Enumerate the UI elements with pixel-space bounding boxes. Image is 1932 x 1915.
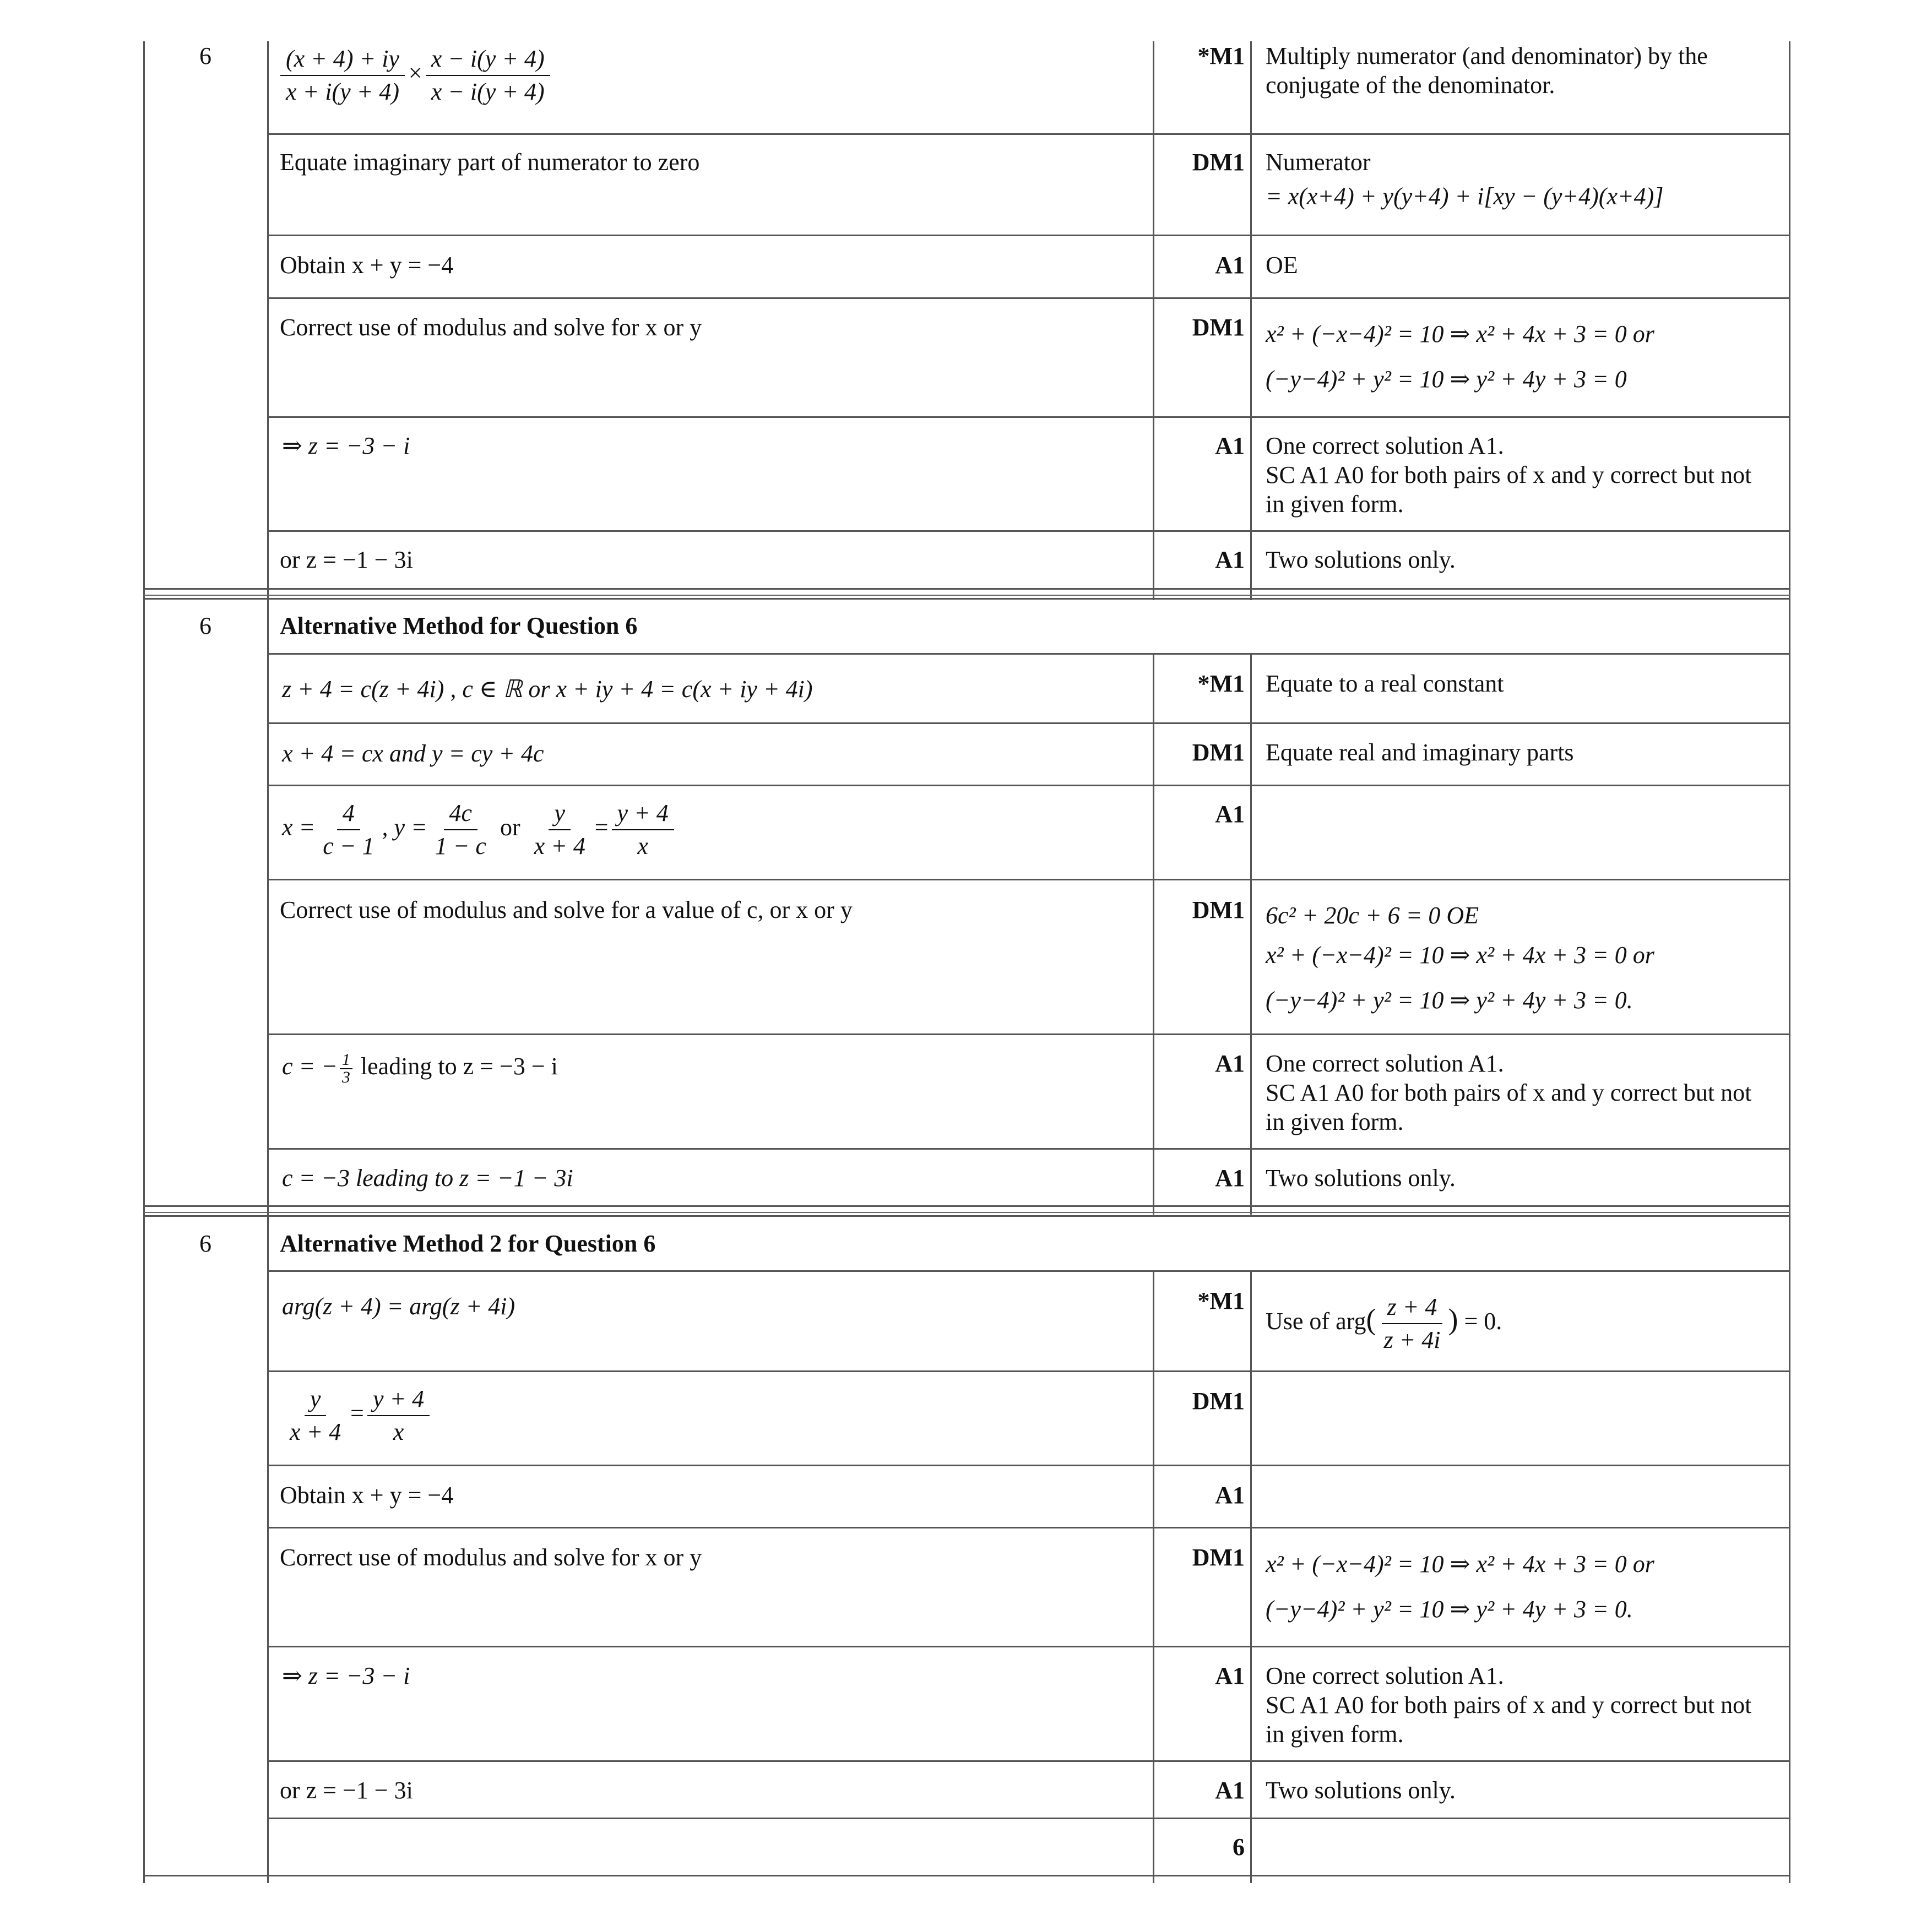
equals: = — [593, 814, 610, 841]
guidance-line: One correct solution A1. — [1266, 432, 1504, 459]
equals: = — [349, 1400, 365, 1427]
rule-mark-left-s3 — [1153, 1271, 1154, 1883]
paren-close: ) — [1448, 1303, 1458, 1336]
mark-code: DM1 — [1192, 149, 1245, 176]
fraction — [317, 797, 379, 862]
numerator: y + 4 — [612, 797, 674, 830]
mark-code: A1 — [1215, 1777, 1245, 1804]
rule-left — [143, 41, 145, 1883]
working-text: Equate imaginary part of numerator to zero — [280, 149, 700, 176]
mark-code: A1 — [1215, 1050, 1245, 1077]
working-text: ⇒ z = −3 − i — [282, 1662, 410, 1689]
paren-open: ( — [1366, 1303, 1376, 1336]
fraction — [280, 43, 405, 108]
mark-code: A1 — [1215, 1165, 1245, 1192]
guidance-line: (−y−4)² + y² = 10 ⇒ y² + 4y + 3 = 0 — [1266, 366, 1627, 393]
working-text: Correct use of modulus and solve for x or y — [280, 314, 702, 341]
guidance-line: = x(x+4) + y(y+4) + i[xy − (y+4)(x+4)] — [1266, 183, 1664, 210]
guidance-line: Two solutions only. — [1266, 1777, 1456, 1804]
mark-code: *M1 — [1197, 1287, 1245, 1314]
section-divider — [143, 1215, 1790, 1217]
question-number: 6 — [199, 612, 211, 639]
numerator: y + 4 — [367, 1383, 430, 1416]
working-fractions — [282, 1383, 432, 1448]
guidance-line: SC A1 A0 for both pairs of x and y correct but not — [1266, 1079, 1752, 1106]
working-text: c = −3 leading to z = −1 − 3i — [282, 1165, 573, 1192]
denominator: z + 4i — [1383, 1326, 1441, 1353]
working-text: z + 4 = c(z + 4i) , c ∈ ℝ or x + iy + 4 = c(x + iy + 4i) — [282, 676, 813, 703]
or-text: or — [493, 814, 527, 841]
row-divider — [267, 785, 1790, 786]
y-equals: , y = — [382, 814, 427, 841]
fraction — [340, 1052, 352, 1086]
working-c-third — [282, 1052, 558, 1086]
mark-code: DM1 — [1192, 1544, 1245, 1571]
guidance-line: OE — [1266, 252, 1298, 279]
numerator: y — [549, 797, 571, 830]
denominator: 3 — [341, 1068, 350, 1086]
row-divider — [267, 1818, 1790, 1819]
table-bottom — [143, 1875, 1790, 1876]
numerator: x − i(y + 4) — [426, 43, 550, 76]
guidance-line: SC A1 A0 for both pairs of x and y correct but not — [1266, 1691, 1752, 1718]
leading-text: leading to z = −3 − i — [354, 1053, 558, 1080]
row-divider — [267, 1270, 1790, 1272]
row-divider — [267, 1465, 1790, 1466]
rule-mark-right-s3 — [1250, 1271, 1252, 1883]
mark-code: A1 — [1215, 801, 1245, 828]
numerator: 4 — [337, 797, 360, 830]
arg-label: Use of arg — [1266, 1308, 1366, 1335]
row-divider — [267, 133, 1790, 135]
row-divider — [267, 530, 1790, 532]
fraction — [529, 797, 591, 862]
row-divider — [267, 1033, 1790, 1035]
x-equals: x = — [282, 814, 316, 841]
guidance-line: Two solutions only. — [1266, 546, 1456, 573]
row-divider — [267, 235, 1790, 236]
row-divider — [267, 1370, 1790, 1372]
mark-code: *M1 — [1197, 42, 1245, 69]
guidance-line: Numerator — [1266, 149, 1371, 176]
times-symbol: × — [406, 59, 424, 87]
numerator: 4c — [444, 797, 478, 830]
guidance-line: (−y−4)² + y² = 10 ⇒ y² + 4y + 3 = 0. — [1266, 1596, 1633, 1623]
numerator: 1 — [340, 1052, 352, 1069]
question-number: 6 — [199, 1230, 211, 1257]
mark-code: A1 — [1215, 546, 1245, 573]
guidance-line: Multiply numerator (and denominator) by the — [1266, 42, 1708, 69]
rule-mark-left-s2 — [1153, 654, 1154, 1215]
fraction — [430, 797, 492, 862]
row-divider — [267, 722, 1790, 724]
denominator: 1 − c — [435, 833, 486, 859]
guidance-line: x² + (−x−4)² = 10 ⇒ x² + 4x + 3 = 0 or — [1266, 320, 1654, 347]
guidance-line: One correct solution A1. — [1266, 1662, 1504, 1689]
fraction — [1378, 1291, 1446, 1356]
section-heading: Alternative Method 2 for Question 6 — [280, 1230, 656, 1257]
guidance-line: conjugate of the denominator. — [1266, 72, 1555, 99]
row-divider — [267, 653, 1790, 655]
denominator: x − i(y + 4) — [431, 78, 545, 105]
section-divider — [143, 1212, 1790, 1213]
mark-code: A1 — [1215, 432, 1245, 459]
mark-code: A1 — [1215, 1482, 1245, 1509]
denominator: x — [637, 833, 648, 859]
guidance-arg — [1266, 1291, 1502, 1356]
guidance-line: Equate to a real constant — [1266, 670, 1504, 697]
guidance-line: in given form. — [1266, 1721, 1404, 1748]
denominator: c − 1 — [323, 833, 375, 859]
fraction — [612, 797, 674, 862]
mark-code: *M1 — [1197, 670, 1245, 697]
denominator: x + i(y + 4) — [286, 78, 399, 105]
rule-mark-right-s2 — [1250, 654, 1252, 1215]
guidance-line: One correct solution A1. — [1266, 1050, 1504, 1077]
section-divider — [143, 598, 1790, 600]
row-divider — [267, 1527, 1790, 1528]
guidance-line: Two solutions only. — [1266, 1165, 1456, 1192]
denominator: x + 4 — [534, 833, 585, 859]
rule-mark-right — [1250, 41, 1252, 600]
numerator: z + 4 — [1382, 1291, 1443, 1324]
numerator: y — [305, 1383, 327, 1416]
question-number: 6 — [199, 42, 211, 69]
rule-question — [267, 41, 269, 1883]
working-fraction-product — [278, 43, 552, 108]
guidance-line: (−y−4)² + y² = 10 ⇒ y² + 4y + 3 = 0. — [1266, 987, 1633, 1014]
numerator: (x + 4) + iy — [280, 43, 405, 76]
section-divider — [143, 595, 1790, 596]
c-equals: c = − — [282, 1053, 338, 1080]
working-fractions — [282, 797, 676, 862]
guidance-line: 6c² + 20c + 6 = 0 OE — [1266, 902, 1479, 929]
row-divider — [267, 879, 1790, 880]
denominator: x — [393, 1418, 404, 1445]
arg-tail: = 0. — [1458, 1308, 1502, 1335]
guidance-line: SC A1 A0 for both pairs of x and y correct but not — [1266, 461, 1752, 488]
rule-right — [1789, 41, 1790, 1883]
working-text: Obtain x + y = −4 — [280, 252, 454, 279]
working-text: Obtain x + y = −4 — [280, 1482, 454, 1509]
working-text: or z = −1 − 3i — [280, 546, 413, 573]
section-divider — [143, 1205, 1790, 1207]
fraction — [367, 1383, 430, 1448]
working-text: ⇒ z = −3 − i — [282, 432, 410, 459]
working-text: x + 4 = cx and y = cy + 4c — [282, 740, 544, 767]
fraction — [284, 1383, 346, 1448]
working-text: Correct use of modulus and solve for a value of c, or x or y — [280, 896, 853, 923]
working-text: arg(z + 4) = arg(z + 4i) — [282, 1293, 515, 1320]
mark-code: A1 — [1215, 1662, 1245, 1689]
guidance-line: Equate real and imaginary parts — [1266, 739, 1574, 766]
mark-code: DM1 — [1192, 1388, 1245, 1415]
section-heading: Alternative Method for Question 6 — [280, 612, 638, 639]
total-marks: 6 — [1233, 1834, 1245, 1860]
row-divider — [267, 1646, 1790, 1647]
row-divider — [267, 1148, 1790, 1150]
working-text: Correct use of modulus and solve for x or y — [280, 1544, 702, 1571]
denominator: x + 4 — [290, 1418, 341, 1445]
guidance-line: in given form. — [1266, 1108, 1404, 1135]
mark-code: A1 — [1215, 252, 1245, 279]
row-divider — [267, 1760, 1790, 1762]
row-divider — [267, 297, 1790, 299]
section-divider — [143, 588, 1790, 590]
row-divider — [267, 416, 1790, 418]
guidance-line: x² + (−x−4)² = 10 ⇒ x² + 4x + 3 = 0 or — [1266, 1551, 1654, 1577]
guidance-line: in given form. — [1266, 491, 1404, 518]
mark-code: DM1 — [1192, 896, 1245, 923]
mark-code: DM1 — [1192, 314, 1245, 341]
rule-mark-left — [1153, 41, 1154, 600]
mark-code: DM1 — [1192, 739, 1245, 766]
guidance-line: x² + (−x−4)² = 10 ⇒ x² + 4x + 3 = 0 or — [1266, 942, 1654, 969]
working-text: or z = −1 − 3i — [280, 1777, 413, 1804]
fraction — [426, 43, 550, 108]
